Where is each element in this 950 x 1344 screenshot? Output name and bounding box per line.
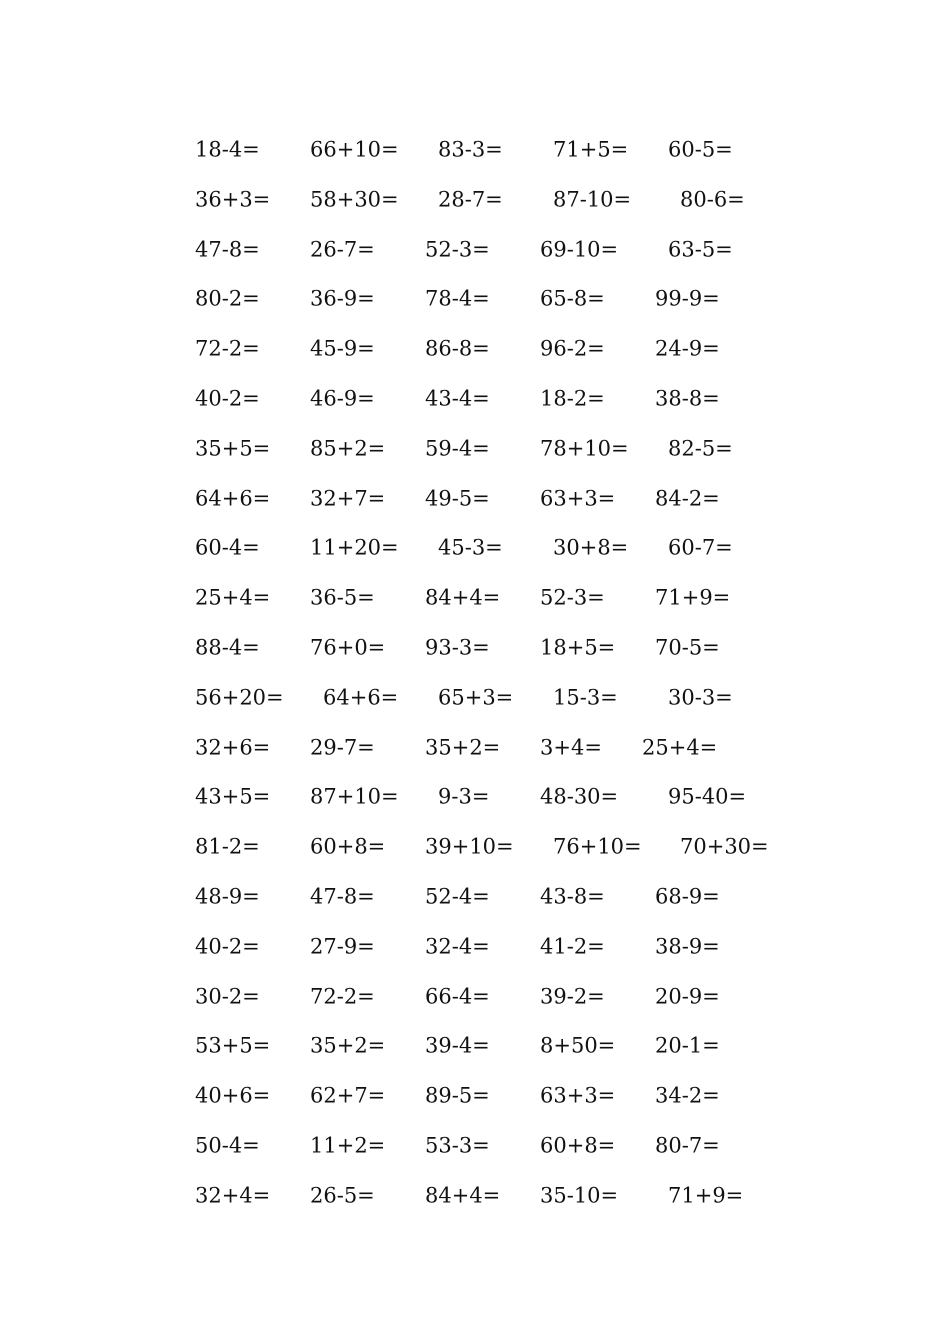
math-problem: 30+8=: [553, 535, 629, 560]
math-problem: 45-3=: [438, 535, 503, 560]
math-problem: 24-9=: [655, 336, 720, 361]
math-problem: 36-5=: [310, 585, 375, 610]
math-problem: 85+2=: [310, 436, 386, 461]
math-problem: 56+20=: [195, 685, 284, 710]
math-problem: 32-4=: [425, 934, 490, 959]
math-problem: 53-3=: [425, 1133, 490, 1158]
math-problem: 35-10=: [540, 1183, 619, 1208]
math-problem: 9-3=: [438, 784, 490, 809]
math-problem: 40+6=: [195, 1083, 271, 1108]
math-problem: 60-5=: [668, 137, 733, 162]
math-problem: 83-3=: [438, 137, 503, 162]
math-problem: 78-4=: [425, 286, 490, 311]
math-problem: 11+20=: [310, 535, 399, 560]
math-problem: 76+10=: [553, 834, 642, 859]
math-problem: 38-9=: [655, 934, 720, 959]
math-problem: 40-2=: [195, 386, 260, 411]
math-problem: 18+5=: [540, 635, 616, 660]
math-problem: 32+4=: [195, 1183, 271, 1208]
math-problem: 49-5=: [425, 486, 490, 511]
math-problem: 66-4=: [425, 984, 490, 1009]
math-problem: 30-2=: [195, 984, 260, 1009]
math-problem: 41-2=: [540, 934, 605, 959]
math-problem: 63+3=: [540, 1083, 616, 1108]
math-problem: 20-1=: [655, 1033, 720, 1058]
math-problem: 53+5=: [195, 1033, 271, 1058]
math-problem: 65-8=: [540, 286, 605, 311]
math-problem: 71+5=: [553, 137, 629, 162]
math-problem: 35+2=: [310, 1033, 386, 1058]
math-problem: 25+4=: [195, 585, 271, 610]
math-problem: 63+3=: [540, 486, 616, 511]
math-problem: 36+3=: [195, 187, 271, 212]
math-problem: 87-10=: [553, 187, 632, 212]
math-problem: 28-7=: [438, 187, 503, 212]
math-problem: 3+4=: [540, 735, 602, 760]
math-problem: 86-8=: [425, 336, 490, 361]
math-problem: 65+3=: [438, 685, 514, 710]
math-problem: 71+9=: [655, 585, 731, 610]
math-problem: 71+9=: [668, 1183, 744, 1208]
math-problem: 32+6=: [195, 735, 271, 760]
math-problem: 58+30=: [310, 187, 399, 212]
math-problem: 46-9=: [310, 386, 375, 411]
math-problem: 8+50=: [540, 1033, 616, 1058]
math-problem: 95-40=: [668, 784, 747, 809]
math-problem: 48-30=: [540, 784, 619, 809]
math-problem: 48-9=: [195, 884, 260, 909]
math-problem: 70-5=: [655, 635, 720, 660]
math-problem: 80-2=: [195, 286, 260, 311]
math-problem: 99-9=: [655, 286, 720, 311]
math-problem: 93-3=: [425, 635, 490, 660]
math-problem: 25+4=: [642, 735, 718, 760]
math-problem: 27-9=: [310, 934, 375, 959]
math-problem: 18-2=: [540, 386, 605, 411]
math-problem: 45-9=: [310, 336, 375, 361]
math-problem: 63-5=: [668, 237, 733, 262]
math-problem: 70+30=: [680, 834, 769, 859]
math-problem: 68-9=: [655, 884, 720, 909]
math-problem: 78+10=: [540, 436, 629, 461]
math-problem: 72-2=: [195, 336, 260, 361]
math-problem: 39+10=: [425, 834, 514, 859]
math-problem: 38-8=: [655, 386, 720, 411]
math-problem: 60+8=: [540, 1133, 616, 1158]
math-problem: 11+2=: [310, 1133, 386, 1158]
math-problem: 43+5=: [195, 784, 271, 809]
math-problem: 60-4=: [195, 535, 260, 560]
math-problem: 82-5=: [668, 436, 733, 461]
math-problem: 84+4=: [425, 1183, 501, 1208]
math-problem: 96-2=: [540, 336, 605, 361]
math-problem: 20-9=: [655, 984, 720, 1009]
math-problem: 64+6=: [195, 486, 271, 511]
math-problem: 15-3=: [553, 685, 618, 710]
math-problem: 35+5=: [195, 436, 271, 461]
math-problem: 62+7=: [310, 1083, 386, 1108]
math-problem: 69-10=: [540, 237, 619, 262]
math-problem: 43-8=: [540, 884, 605, 909]
math-problem: 64+6=: [323, 685, 399, 710]
math-problem: 52-4=: [425, 884, 490, 909]
math-problem: 40-2=: [195, 934, 260, 959]
math-problem: 84+4=: [425, 585, 501, 610]
math-problem: 60+8=: [310, 834, 386, 859]
math-problem: 52-3=: [540, 585, 605, 610]
math-problem: 47-8=: [310, 884, 375, 909]
math-problem: 36-9=: [310, 286, 375, 311]
math-problem: 47-8=: [195, 237, 260, 262]
math-problem: 87+10=: [310, 784, 399, 809]
math-problem: 43-4=: [425, 386, 490, 411]
math-problem: 80-6=: [680, 187, 745, 212]
math-problem: 80-7=: [655, 1133, 720, 1158]
math-problem: 84-2=: [655, 486, 720, 511]
math-problem: 26-5=: [310, 1183, 375, 1208]
math-problem: 18-4=: [195, 137, 260, 162]
math-problem: 39-4=: [425, 1033, 490, 1058]
math-problem: 66+10=: [310, 137, 399, 162]
math-problem: 50-4=: [195, 1133, 260, 1158]
math-problem: 39-2=: [540, 984, 605, 1009]
math-problem: 89-5=: [425, 1083, 490, 1108]
math-problem: 35+2=: [425, 735, 501, 760]
math-problem: 29-7=: [310, 735, 375, 760]
math-problem: 34-2=: [655, 1083, 720, 1108]
math-problem: 52-3=: [425, 237, 490, 262]
math-problem: 59-4=: [425, 436, 490, 461]
math-problem: 30-3=: [668, 685, 733, 710]
math-problem: 72-2=: [310, 984, 375, 1009]
math-problem: 60-7=: [668, 535, 733, 560]
math-problem: 26-7=: [310, 237, 375, 262]
math-problem: 32+7=: [310, 486, 386, 511]
math-problem: 76+0=: [310, 635, 386, 660]
math-problem: 88-4=: [195, 635, 260, 660]
math-problem: 81-2=: [195, 834, 260, 859]
